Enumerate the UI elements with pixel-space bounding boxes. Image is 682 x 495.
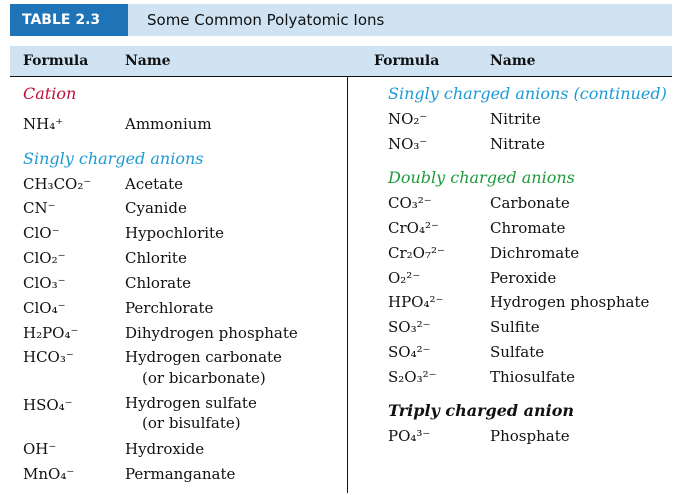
ion-formula: HSO₄⁻ xyxy=(23,396,73,414)
ion-name: Hydrogen phosphate xyxy=(490,293,650,311)
ion-formula: MnO₄⁻ xyxy=(23,465,75,483)
column-header-band xyxy=(10,46,672,76)
ion-name: Chlorite xyxy=(125,249,187,267)
ion-name: Thiosulfate xyxy=(490,368,576,386)
ion-formula: NH₄⁺ xyxy=(23,115,64,133)
ion-formula: NO₃⁻ xyxy=(388,135,428,153)
col-name-left: Name xyxy=(125,53,171,69)
ion-name-alt: (or bisulfate) xyxy=(142,414,241,432)
ion-name: Hypochlorite xyxy=(125,224,224,242)
ion-formula: CO₃²⁻ xyxy=(388,194,432,212)
ion-name: Sulfite xyxy=(490,318,540,336)
ion-name: Nitrate xyxy=(490,135,545,153)
ion-formula: PO₄³⁻ xyxy=(388,427,431,445)
ion-name-alt: (or bicarbonate) xyxy=(142,369,266,387)
ion-formula: ClO₃⁻ xyxy=(23,274,66,292)
ion-formula: HCO₃⁻ xyxy=(23,348,74,366)
ion-formula: H₂PO₄⁻ xyxy=(23,324,79,342)
ion-name: Peroxide xyxy=(490,269,557,287)
ion-formula: O₂²⁻ xyxy=(388,269,421,287)
ion-name: Sulfate xyxy=(490,343,545,361)
ion-name: Hydroxide xyxy=(125,440,205,458)
column-header-rule xyxy=(10,76,672,77)
ion-formula: ClO₂⁻ xyxy=(23,249,66,267)
ion-formula: CH₃CO₂⁻ xyxy=(23,175,92,193)
ion-formula: NO₂⁻ xyxy=(388,110,428,128)
section-doubly: Doubly charged anions xyxy=(388,168,575,187)
ion-formula: ClO⁻ xyxy=(23,224,60,242)
section-cation: Cation xyxy=(23,84,77,103)
ion-name: Cyanide xyxy=(125,199,187,217)
section-triply: Triply charged anion xyxy=(388,401,575,420)
ion-formula: S₂O₃²⁻ xyxy=(388,368,437,386)
ion-name: Nitrite xyxy=(490,110,541,128)
ion-name: Phosphate xyxy=(490,427,570,445)
ion-name: Carbonate xyxy=(490,194,570,212)
column-divider xyxy=(347,77,348,493)
table-tag: TABLE 2.3 xyxy=(10,4,128,36)
table-title: Some Common Polyatomic Ions xyxy=(147,11,385,29)
ion-name: Permanganate xyxy=(125,465,236,483)
col-name-right: Name xyxy=(490,53,536,69)
ion-formula: SO₄²⁻ xyxy=(388,343,431,361)
ion-name: Hydrogen carbonate xyxy=(125,348,282,366)
ion-formula: Cr₂O₇²⁻ xyxy=(388,244,445,262)
ion-formula: ClO₄⁻ xyxy=(23,299,66,317)
ion-name: Dihydrogen phosphate xyxy=(125,324,298,342)
table-header xyxy=(0,0,682,40)
ion-name: Chromate xyxy=(490,219,566,237)
col-formula-left: Formula xyxy=(23,53,89,69)
ion-name: Chlorate xyxy=(125,274,191,292)
ion-name: Perchlorate xyxy=(125,299,214,317)
section-singly: Singly charged anions xyxy=(23,149,204,168)
ion-name: Acetate xyxy=(125,175,183,193)
ion-formula: SO₃²⁻ xyxy=(388,318,431,336)
ion-formula: OH⁻ xyxy=(23,440,57,458)
ion-formula: CrO₄²⁻ xyxy=(388,219,439,237)
ion-formula: CN⁻ xyxy=(23,199,56,217)
ion-name: Ammonium xyxy=(125,115,212,133)
col-formula-right: Formula xyxy=(374,53,440,69)
ion-name: Dichromate xyxy=(490,244,580,262)
ion-name: Hydrogen sulfate xyxy=(125,394,257,412)
section-singly-continued: Singly charged anions (continued) xyxy=(388,84,667,103)
ion-formula: HPO₄²⁻ xyxy=(388,293,444,311)
